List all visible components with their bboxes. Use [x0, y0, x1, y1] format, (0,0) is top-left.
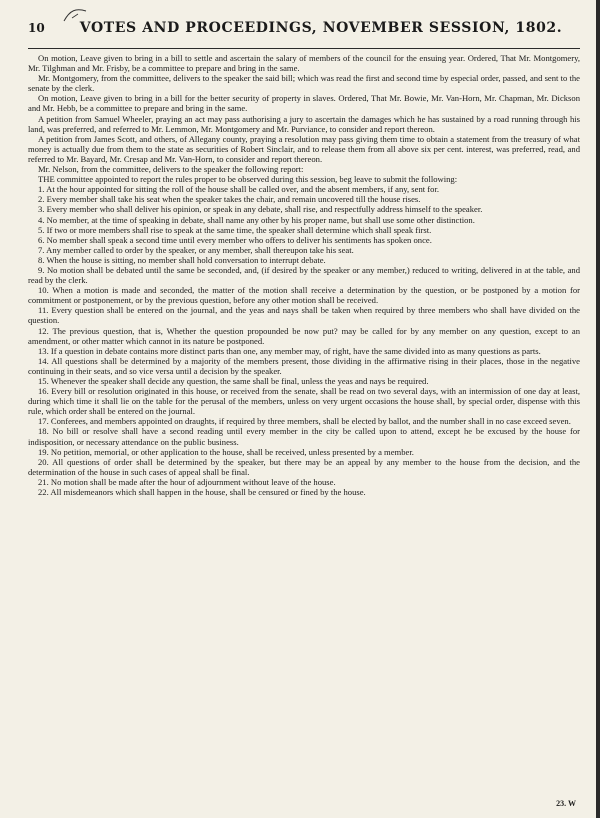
paragraph: 10. When a motion is made and seconded, the matter of the motion shall receive a determination by the question, or be postponed by a motion for commitment or postponement, or by the previous question, before any other motion shall be received.	[28, 285, 580, 306]
paragraph: 13. If a question in debate contains more distinct parts than one, any member may, of right, have the same divided into as many questions as parts.	[38, 345, 541, 356]
paragraph: 11. Every question shall be entered on the journal, and the yeas and nays shall be taken when required by three members who shall have divided on the question.	[28, 305, 580, 326]
paragraph: On motion, Leave given to bring in a bill for the better security of property in slaves. Ordered, That Mr. Bowie, Mr. Van-Horn, Mr. Chapman, Mr. Dickson and Mr. Hebb, be a committee to prepare and bring in the same.	[28, 93, 580, 114]
paragraph: THE committee appointed to report the rules proper to be observed during this session, beg leave to submit the following:	[38, 174, 458, 185]
paragraph: 18. No bill or resolve shall have a second reading until every member in the city be called upon to attend, except he be excused by the house for indisposition, or necessary attendance on the public business.	[28, 426, 580, 447]
paragraph: 5. If two or more members shall rise to speak at the same time, the speaker shall determine which shall speak first.	[38, 224, 432, 235]
running-head: VOTES AND PROCEEDINGS, NOVEMBER SESSION, 1802.	[79, 20, 563, 36]
catchword: 23. W	[556, 799, 576, 808]
binding-edge-shadow	[596, 0, 600, 818]
paragraph: 12. The previous question, that is, Whether the question propounded be now put? may be called for by any member on any question, except to an amendment, or other matter which cannot in its nature be postponed.	[28, 325, 580, 346]
document-page	[28, 20, 580, 810]
paragraph: 2. Every member shall take his seat when the speaker takes the chair, and remain uncovered till the house rises.	[38, 194, 421, 205]
paragraph: On motion, Leave given to bring in a bill to settle and ascertain the salary of members of the council for the ensuing year. Ordered, That Mr. Montgomery, Mr. Tilghman and Mr. Frisby, be a committee to prepare and bring in the same.	[28, 53, 580, 74]
paragraph: 22. All misdemeanors which shall happen in the house, shall be censured or fined by the house.	[38, 487, 366, 498]
paragraph: 19. No petition, memorial, or other application to the house, shall be received, unless presented by a member.	[38, 446, 414, 457]
paragraph: 7. Any member called to order by the speaker, or any member, shall thereupon take his seat.	[38, 244, 354, 255]
paragraph: Mr. Nelson, from the committee, delivers to the speaker the following report:	[38, 164, 304, 175]
paragraph: A petition from Samuel Wheeler, praying an act may pass authorising a jury to ascertain the damages which he has sustained by a road running through his land, was preferred, and referred to Mr. Lemmon, Mr. Montgomery and Mr. Purviance, to consider and report thereon.	[28, 113, 580, 134]
page-number: 10	[28, 21, 45, 35]
page-header	[28, 20, 580, 49]
paragraph: 4. No member, at the time of speaking in debate, shall name any other by his proper name, but shall use some other distinction.	[38, 214, 475, 225]
paragraph: 20. All questions of order shall be determined by the speaker, but there may be an appeal by any member to the house from the decision, and the determination of the house in such cases of appeal shall be final.	[28, 456, 580, 477]
paragraph: 3. Every member who shall deliver his opinion, or speak in any debate, shall rise, and respectfully address himself to the speaker.	[38, 204, 483, 215]
paragraph: 6. No member shall speak a second time until every member who offers to deliver his sentiments has spoken once.	[38, 234, 432, 245]
paragraph: 9. No motion shall be debated until the same be seconded, and, (if desired by the speaker or any member,) reduced to writing, delivered in at the table, and read by the clerk.	[28, 264, 580, 286]
paragraph: 15. Whenever the speaker shall decide any question, the same shall be final, unless the yeas and nays be required.	[38, 376, 429, 386]
paragraph: 17. Conferees, and members appointed on draughts, if required by three members, shall be elected by ballot, and the number shall in no case exceed seven.	[38, 416, 571, 427]
paragraph: 1. At the hour appointed for sitting the roll of the house shall be called over, and the absent members, if any, sent for.	[38, 184, 439, 195]
paragraph: Mr. Montgomery, from the committee, delivers to the speaker the said bill; which was read the first and second time by especial order, passed, and sent to the senate by the clerk.	[28, 73, 580, 94]
paragraph: 21. No motion shall be made after the hour of adjournment without leave of the house.	[38, 476, 336, 487]
paragraph: 14. All questions shall be determined by a majority of the members present, those dividing in the affirmative rising in their places, those in the negative continuing in their seats, and so vice versa until a decision by the speaker.	[28, 355, 580, 376]
paragraph: 8. When the house is sitting, no member shall hold conversation to interrupt debate.	[38, 254, 326, 265]
paragraph: A petition from James Scott, and others, of Allegany county, praying a resolution may pass giving them time to obtain a statement from the treasury of what money is actually due from them to the state as securities of Robert Sinclair, and to release them from all above six per cent. interest, was preferred, read, and referred to Mr. Bayard, Mr. Cresap and Mr. Van-Horn, to consider and report thereon.	[28, 133, 580, 164]
page-body	[28, 53, 580, 497]
paragraph: 16. Every bill or resolution originated in this house, or received from the senate, shall be read on two several days, with an intermission of one day at least, during which time it shall lie on the table for the perusal of the members, unless on very urgent occasions the house shall, by special order, dispense with this rule, which order shall be entered on the journal.	[28, 386, 580, 417]
